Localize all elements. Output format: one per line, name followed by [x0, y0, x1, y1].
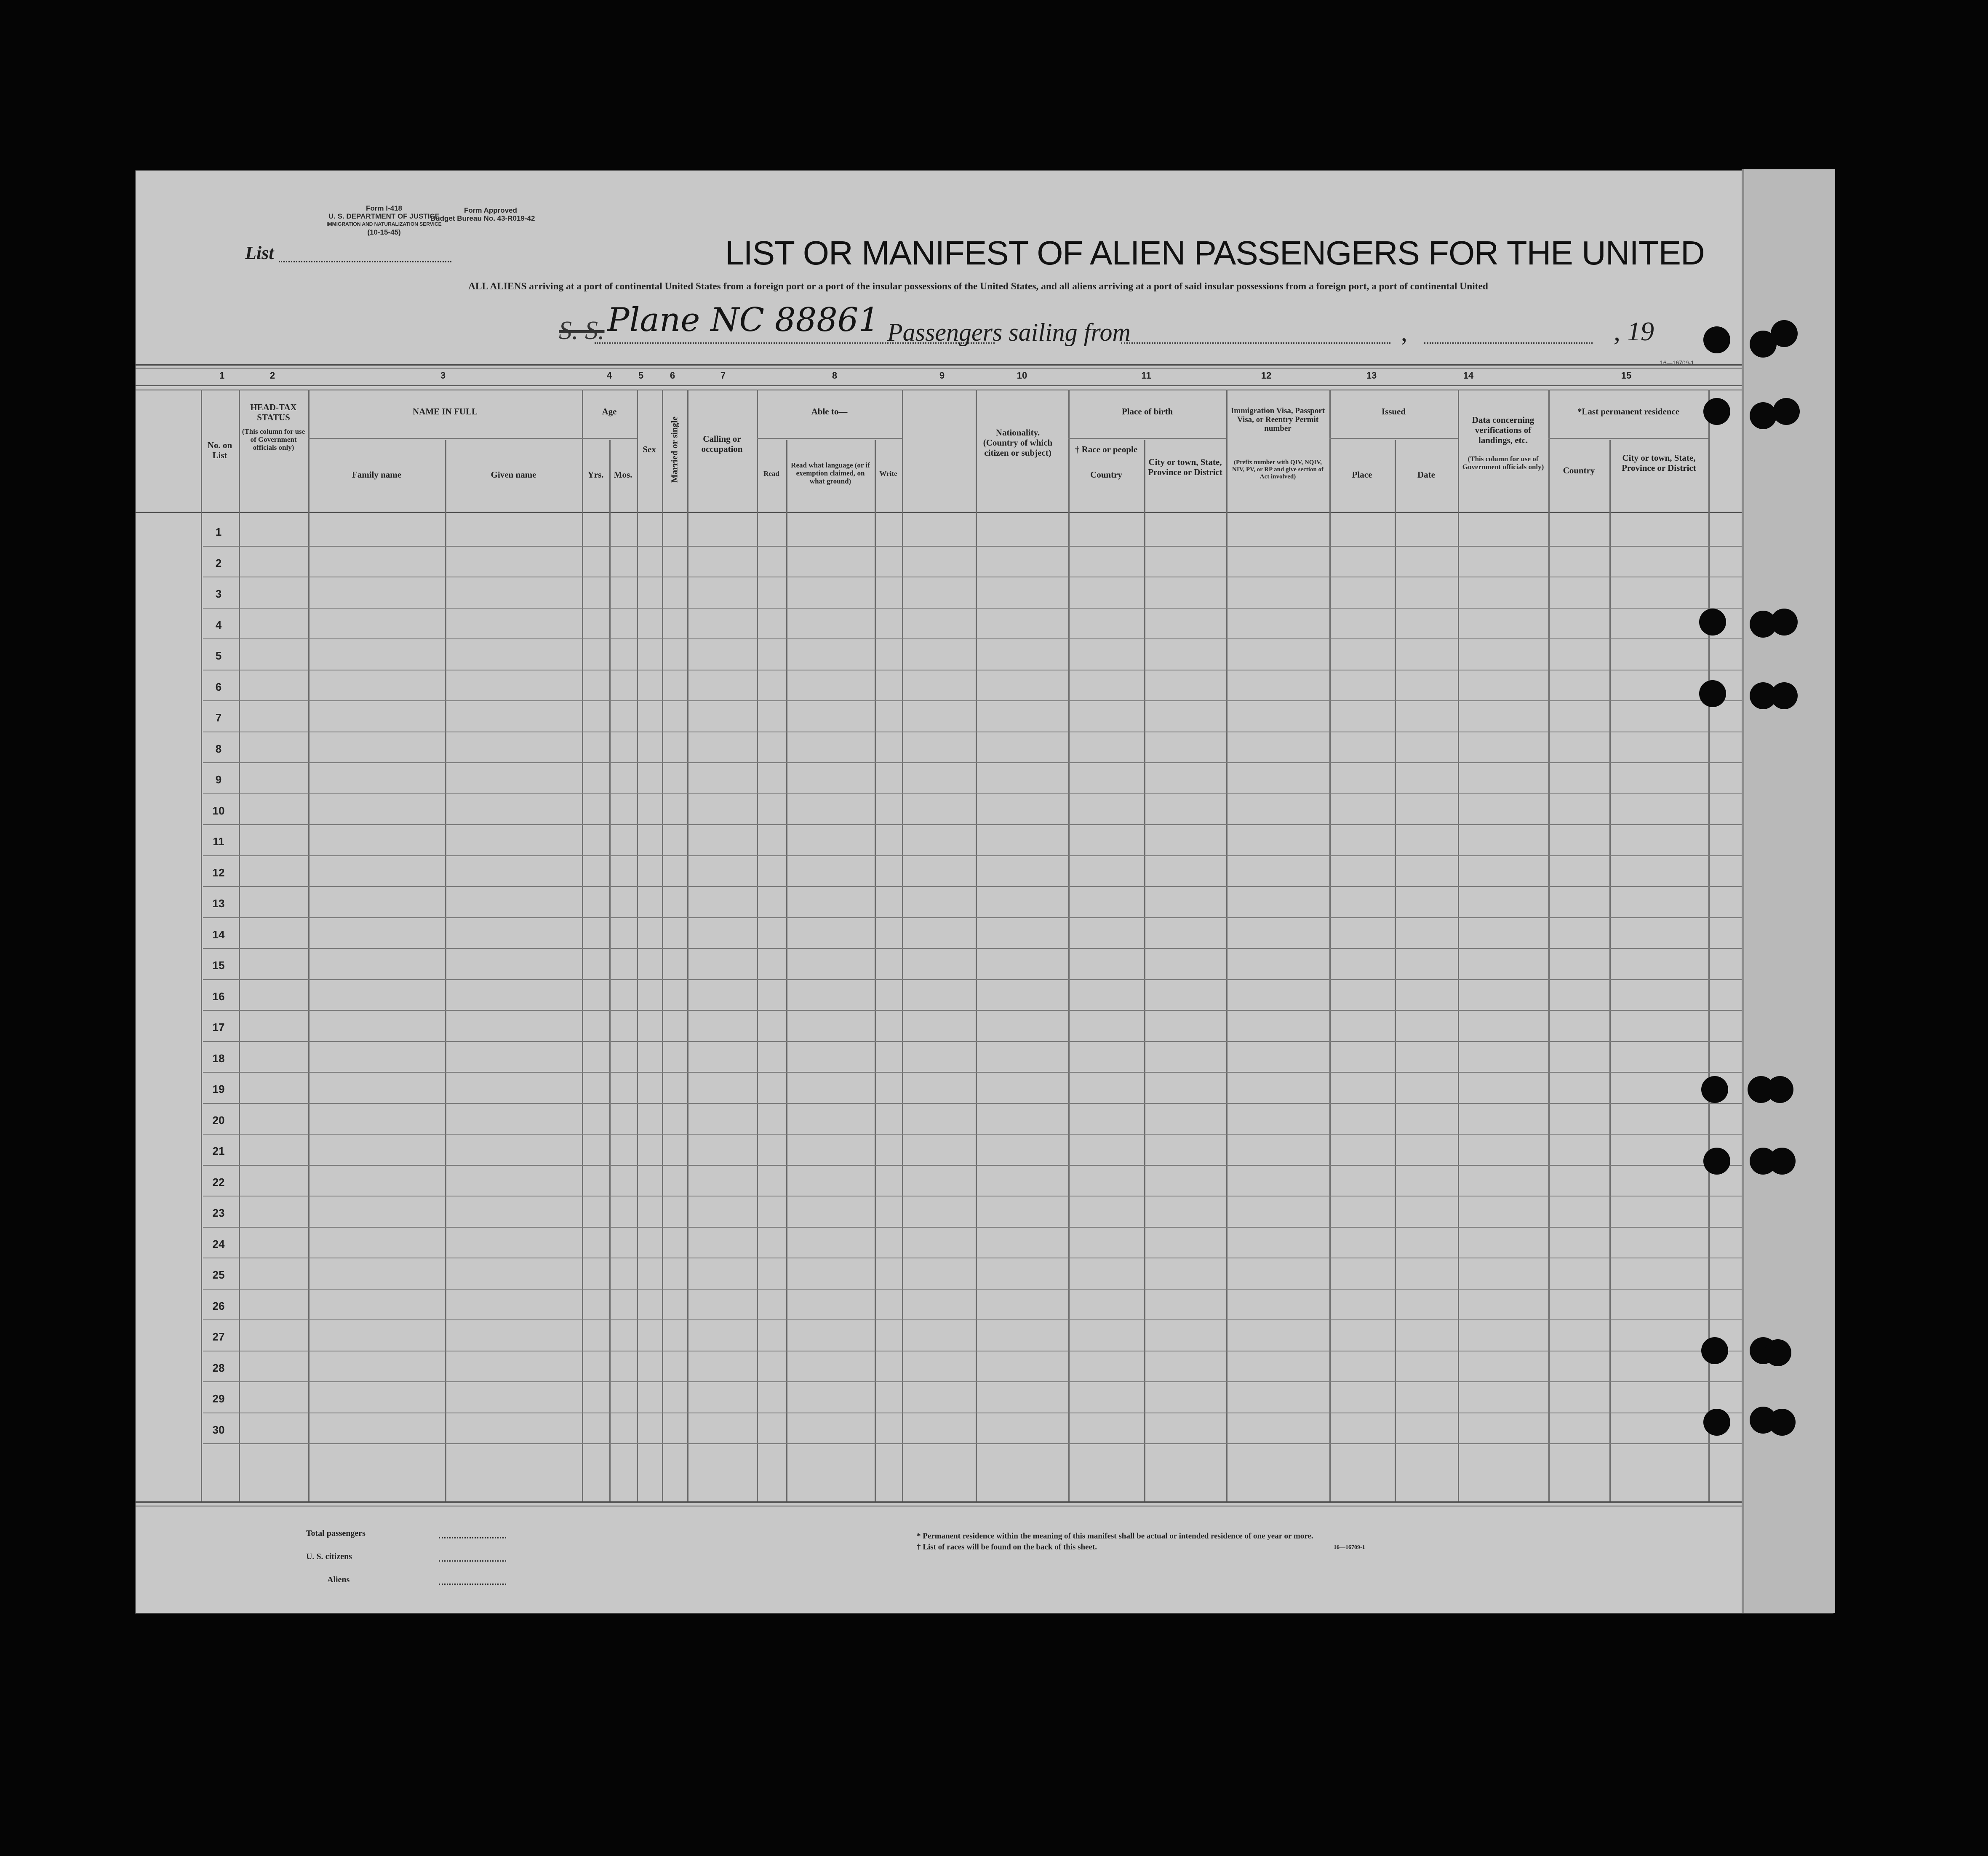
column-rule	[1144, 440, 1145, 1501]
row-number: 28	[212, 1361, 225, 1374]
form-date: (10-15-45)	[367, 228, 401, 236]
column-number: 12	[1261, 370, 1272, 381]
col-head-tax: HEAD-TAX STATUS	[250, 402, 297, 422]
row-number: 6	[215, 680, 222, 693]
aliens-field[interactable]	[439, 1584, 506, 1585]
sailing-from-field[interactable]	[1121, 342, 1390, 344]
column-number: 8	[832, 370, 838, 381]
column-rule	[445, 440, 446, 1501]
col-race: † Race or people	[1075, 444, 1138, 454]
column-rule	[1068, 390, 1070, 1501]
col-nationality: Nationality. (Country of which citizen or subject)	[983, 427, 1053, 458]
column-rule	[1395, 440, 1396, 1501]
punch-hole	[1773, 398, 1800, 425]
column-rule	[239, 390, 240, 1501]
column-rule	[662, 390, 663, 1501]
row-rule	[203, 546, 1833, 547]
row-rule	[203, 638, 1833, 639]
col-given-name: Given name	[491, 470, 536, 480]
row-number: 22	[212, 1175, 225, 1188]
column-number: 3	[440, 370, 446, 381]
manifest-table	[136, 364, 1833, 1611]
row-number: 8	[215, 742, 222, 755]
manifest-sheet	[136, 171, 1833, 1613]
row-number: 24	[212, 1237, 225, 1250]
row-rule	[203, 1443, 1833, 1444]
column-number: 10	[1017, 370, 1027, 381]
col-data-concerning: Data concerning verifications of landings, etc.	[1472, 415, 1534, 445]
row-rule	[203, 1072, 1833, 1073]
punch-hole	[1764, 1339, 1791, 1366]
punch-hole	[1771, 682, 1798, 709]
punch-hole	[1771, 320, 1798, 347]
col-birth-city: City or town, State, Province or District	[1148, 457, 1222, 477]
column-rule	[786, 440, 787, 1501]
column-rule	[687, 390, 688, 1501]
row-number: 11	[213, 835, 224, 848]
column-rule	[1708, 390, 1710, 1501]
column-rule	[582, 390, 583, 1501]
punch-hole	[1703, 1409, 1730, 1436]
column-rule	[875, 440, 876, 1501]
col-read: Read	[763, 470, 779, 478]
row-number: 2	[215, 556, 222, 569]
column-number: 6	[670, 370, 675, 381]
col-sex: Sex	[643, 444, 656, 454]
row-number: 16	[212, 990, 225, 1003]
row-number: 19	[212, 1083, 225, 1095]
col-read-language: Read what language (or if exemption claimed, on what ground)	[791, 461, 870, 485]
row-rule	[203, 1041, 1833, 1042]
row-rule	[203, 824, 1833, 825]
row-rule	[203, 1165, 1833, 1166]
total-passengers-field[interactable]	[439, 1537, 506, 1538]
punch-hole	[1703, 398, 1730, 425]
column-rule	[1548, 390, 1550, 1501]
table-top-rule-2	[136, 368, 1833, 369]
punch-hole	[1703, 1148, 1730, 1175]
us-citizens-field[interactable]	[439, 1560, 506, 1562]
punch-hole	[1767, 1076, 1793, 1103]
col-family-name: Family name	[352, 470, 402, 480]
service-name: IMMIGRATION AND NATURALIZATION SERVICE	[326, 221, 442, 227]
col-last-residence: *Last permanent residence	[1577, 406, 1680, 417]
row-number: 25	[212, 1268, 225, 1281]
column-number: 4	[606, 370, 612, 381]
column-rule	[637, 390, 638, 1501]
col-immigration-visa: Immigration Visa, Passport Visa, or Reentry Permit number	[1230, 406, 1325, 433]
column-number: 5	[638, 370, 644, 381]
list-label: List	[245, 243, 274, 263]
table-bottom-rule	[136, 1501, 1833, 1503]
col-married: Married or single	[669, 416, 680, 483]
punch-hole	[1701, 1337, 1728, 1364]
title-subline: ALL ALIENS arriving at a port of continental United States from a foreign port or a port of the insular possessions of the United States, and all aliens arriving at a port of said insular possessions from a foreign port, a port of continental United	[468, 281, 1488, 292]
row-number: 5	[215, 649, 222, 662]
col-age: Age	[602, 406, 617, 417]
col-name-in-full: NAME IN FULL	[412, 406, 478, 417]
punch-hole	[1771, 609, 1798, 636]
punch-hole	[1750, 402, 1777, 429]
form-code-top: 16—16709-1	[1660, 359, 1694, 366]
row-rule	[203, 1010, 1833, 1011]
row-rule	[203, 1227, 1833, 1228]
table-top-rule	[136, 364, 1833, 366]
punch-hole	[1769, 1409, 1796, 1436]
col-head-tax-note: (This column for use of Government officials only)	[242, 427, 305, 451]
col-residence-country: Country	[1563, 465, 1595, 475]
row-number: 13	[212, 897, 225, 910]
col-residence-city: City or town, State, Province or District	[1622, 453, 1696, 473]
column-rule	[1458, 390, 1459, 1501]
able-subrule	[757, 438, 902, 439]
column-number: 2	[270, 370, 275, 381]
col-issued: Issued	[1381, 406, 1406, 417]
header-bottom-rule	[136, 512, 1833, 513]
row-number: 23	[212, 1207, 225, 1219]
name-subrule	[308, 438, 582, 439]
column-rule	[1226, 390, 1227, 1501]
row-number: 4	[215, 618, 222, 631]
column-number-rule	[136, 385, 1833, 386]
form-code-bottom: 16—16709-1	[1334, 1544, 1365, 1551]
row-number: 20	[212, 1114, 225, 1127]
col-birth-country: Country	[1090, 470, 1122, 480]
column-number: 15	[1621, 370, 1632, 381]
row-number: 7	[215, 711, 222, 724]
col-issued-date: Date	[1417, 470, 1435, 480]
row-rule	[203, 608, 1833, 609]
row-rule	[203, 948, 1833, 949]
row-rule	[203, 762, 1833, 763]
col-issued-place: Place	[1352, 470, 1372, 480]
row-rule	[203, 1289, 1833, 1290]
row-rule	[203, 886, 1833, 887]
residence-subrule	[1548, 438, 1708, 439]
row-number: 1	[215, 526, 222, 538]
col-place-of-birth: Place of birth	[1121, 406, 1173, 417]
vessel-name-handwritten[interactable]: Plane NC 88861	[607, 301, 879, 339]
row-number: 17	[212, 1021, 225, 1033]
row-number: 3	[215, 588, 222, 600]
row-rule	[203, 700, 1833, 701]
row-number: 15	[212, 959, 225, 972]
row-rule	[203, 793, 1833, 794]
col-no-on-list: No. on List	[207, 440, 232, 460]
sailing-from-label: Passengers sailing from	[887, 318, 1131, 346]
punch-hole	[1699, 609, 1726, 636]
aliens-label: Aliens	[327, 1575, 350, 1584]
column-number: 1	[219, 370, 225, 381]
column-rule	[757, 390, 758, 1501]
footnote-races: † List of races will be found on the back of this sheet.	[917, 1543, 1097, 1552]
row-number: 30	[212, 1423, 225, 1436]
footnote-residence: * Permanent residence within the meaning of this manifest shall be actual or intended residence of one year or more.	[917, 1532, 1313, 1541]
column-rule	[902, 390, 903, 1501]
col-data-concerning-note: (This column for use of Government officials only)	[1462, 455, 1544, 471]
row-number: 26	[212, 1299, 225, 1312]
column-number: 14	[1463, 370, 1474, 381]
row-rule	[203, 979, 1833, 980]
comma: ,	[1401, 318, 1407, 346]
row-number: 12	[212, 866, 225, 879]
column-rule	[976, 390, 977, 1501]
row-number: 21	[212, 1145, 225, 1157]
col-write: Write	[879, 470, 897, 478]
row-number: 18	[212, 1052, 225, 1065]
punch-hole	[1769, 1148, 1796, 1175]
row-rule	[203, 1319, 1833, 1320]
row-number: 9	[215, 773, 222, 786]
column-rule	[609, 440, 611, 1501]
row-number: 27	[212, 1330, 225, 1343]
column-rule	[1329, 390, 1331, 1501]
row-number: 14	[212, 928, 225, 941]
col-mos: Mos.	[614, 470, 632, 480]
col-immigration-visa-note: (Prefix number with QIV, NQIV, NIV, PV, or RP and give section of Act involved)	[1232, 459, 1324, 480]
birth-subrule	[1068, 438, 1226, 439]
row-number: 10	[212, 804, 225, 817]
us-citizens-label: U. S. citizens	[306, 1552, 352, 1561]
row-rule	[203, 1134, 1833, 1135]
column-number: 7	[720, 370, 726, 381]
row-rule	[203, 1103, 1833, 1104]
form-number: Form I-418	[366, 204, 402, 212]
department-name: U. S. DEPARTMENT OF JUSTICE	[328, 212, 440, 220]
year-prefix: , 19	[1614, 316, 1654, 346]
ss-label: S. S.	[559, 316, 605, 345]
approval-block	[430, 206, 616, 222]
column-rule	[1609, 440, 1611, 1501]
col-able-to: Able to—	[811, 406, 848, 417]
approval-text: Form Approved	[464, 206, 517, 214]
budget-bureau-number: Budget Bureau No. 43-R019-42	[430, 214, 535, 222]
column-number: 11	[1141, 370, 1151, 381]
column-rule	[201, 390, 202, 1501]
column-number: 13	[1366, 370, 1377, 381]
column-number: 9	[939, 370, 945, 381]
row-rule	[203, 1381, 1833, 1382]
column-rule	[308, 390, 310, 1501]
issued-subrule	[1329, 438, 1458, 439]
folded-strip	[1742, 169, 1835, 1613]
col-yrs: Yrs.	[587, 470, 604, 480]
col-calling: Calling or occupation	[701, 434, 743, 454]
sailing-date-field[interactable]	[1424, 342, 1593, 344]
punch-hole	[1701, 1076, 1728, 1103]
total-passengers-label: Total passengers	[306, 1529, 366, 1538]
punch-hole	[1703, 326, 1730, 353]
row-rule	[203, 855, 1833, 856]
punch-hole	[1699, 680, 1726, 707]
age-subrule	[582, 438, 637, 439]
page-title: LIST OR MANIFEST OF ALIEN PASSENGERS FOR THE UNITED	[725, 234, 1705, 272]
row-number: 29	[212, 1392, 225, 1405]
row-rule	[203, 917, 1833, 918]
list-number-field[interactable]	[279, 261, 451, 262]
